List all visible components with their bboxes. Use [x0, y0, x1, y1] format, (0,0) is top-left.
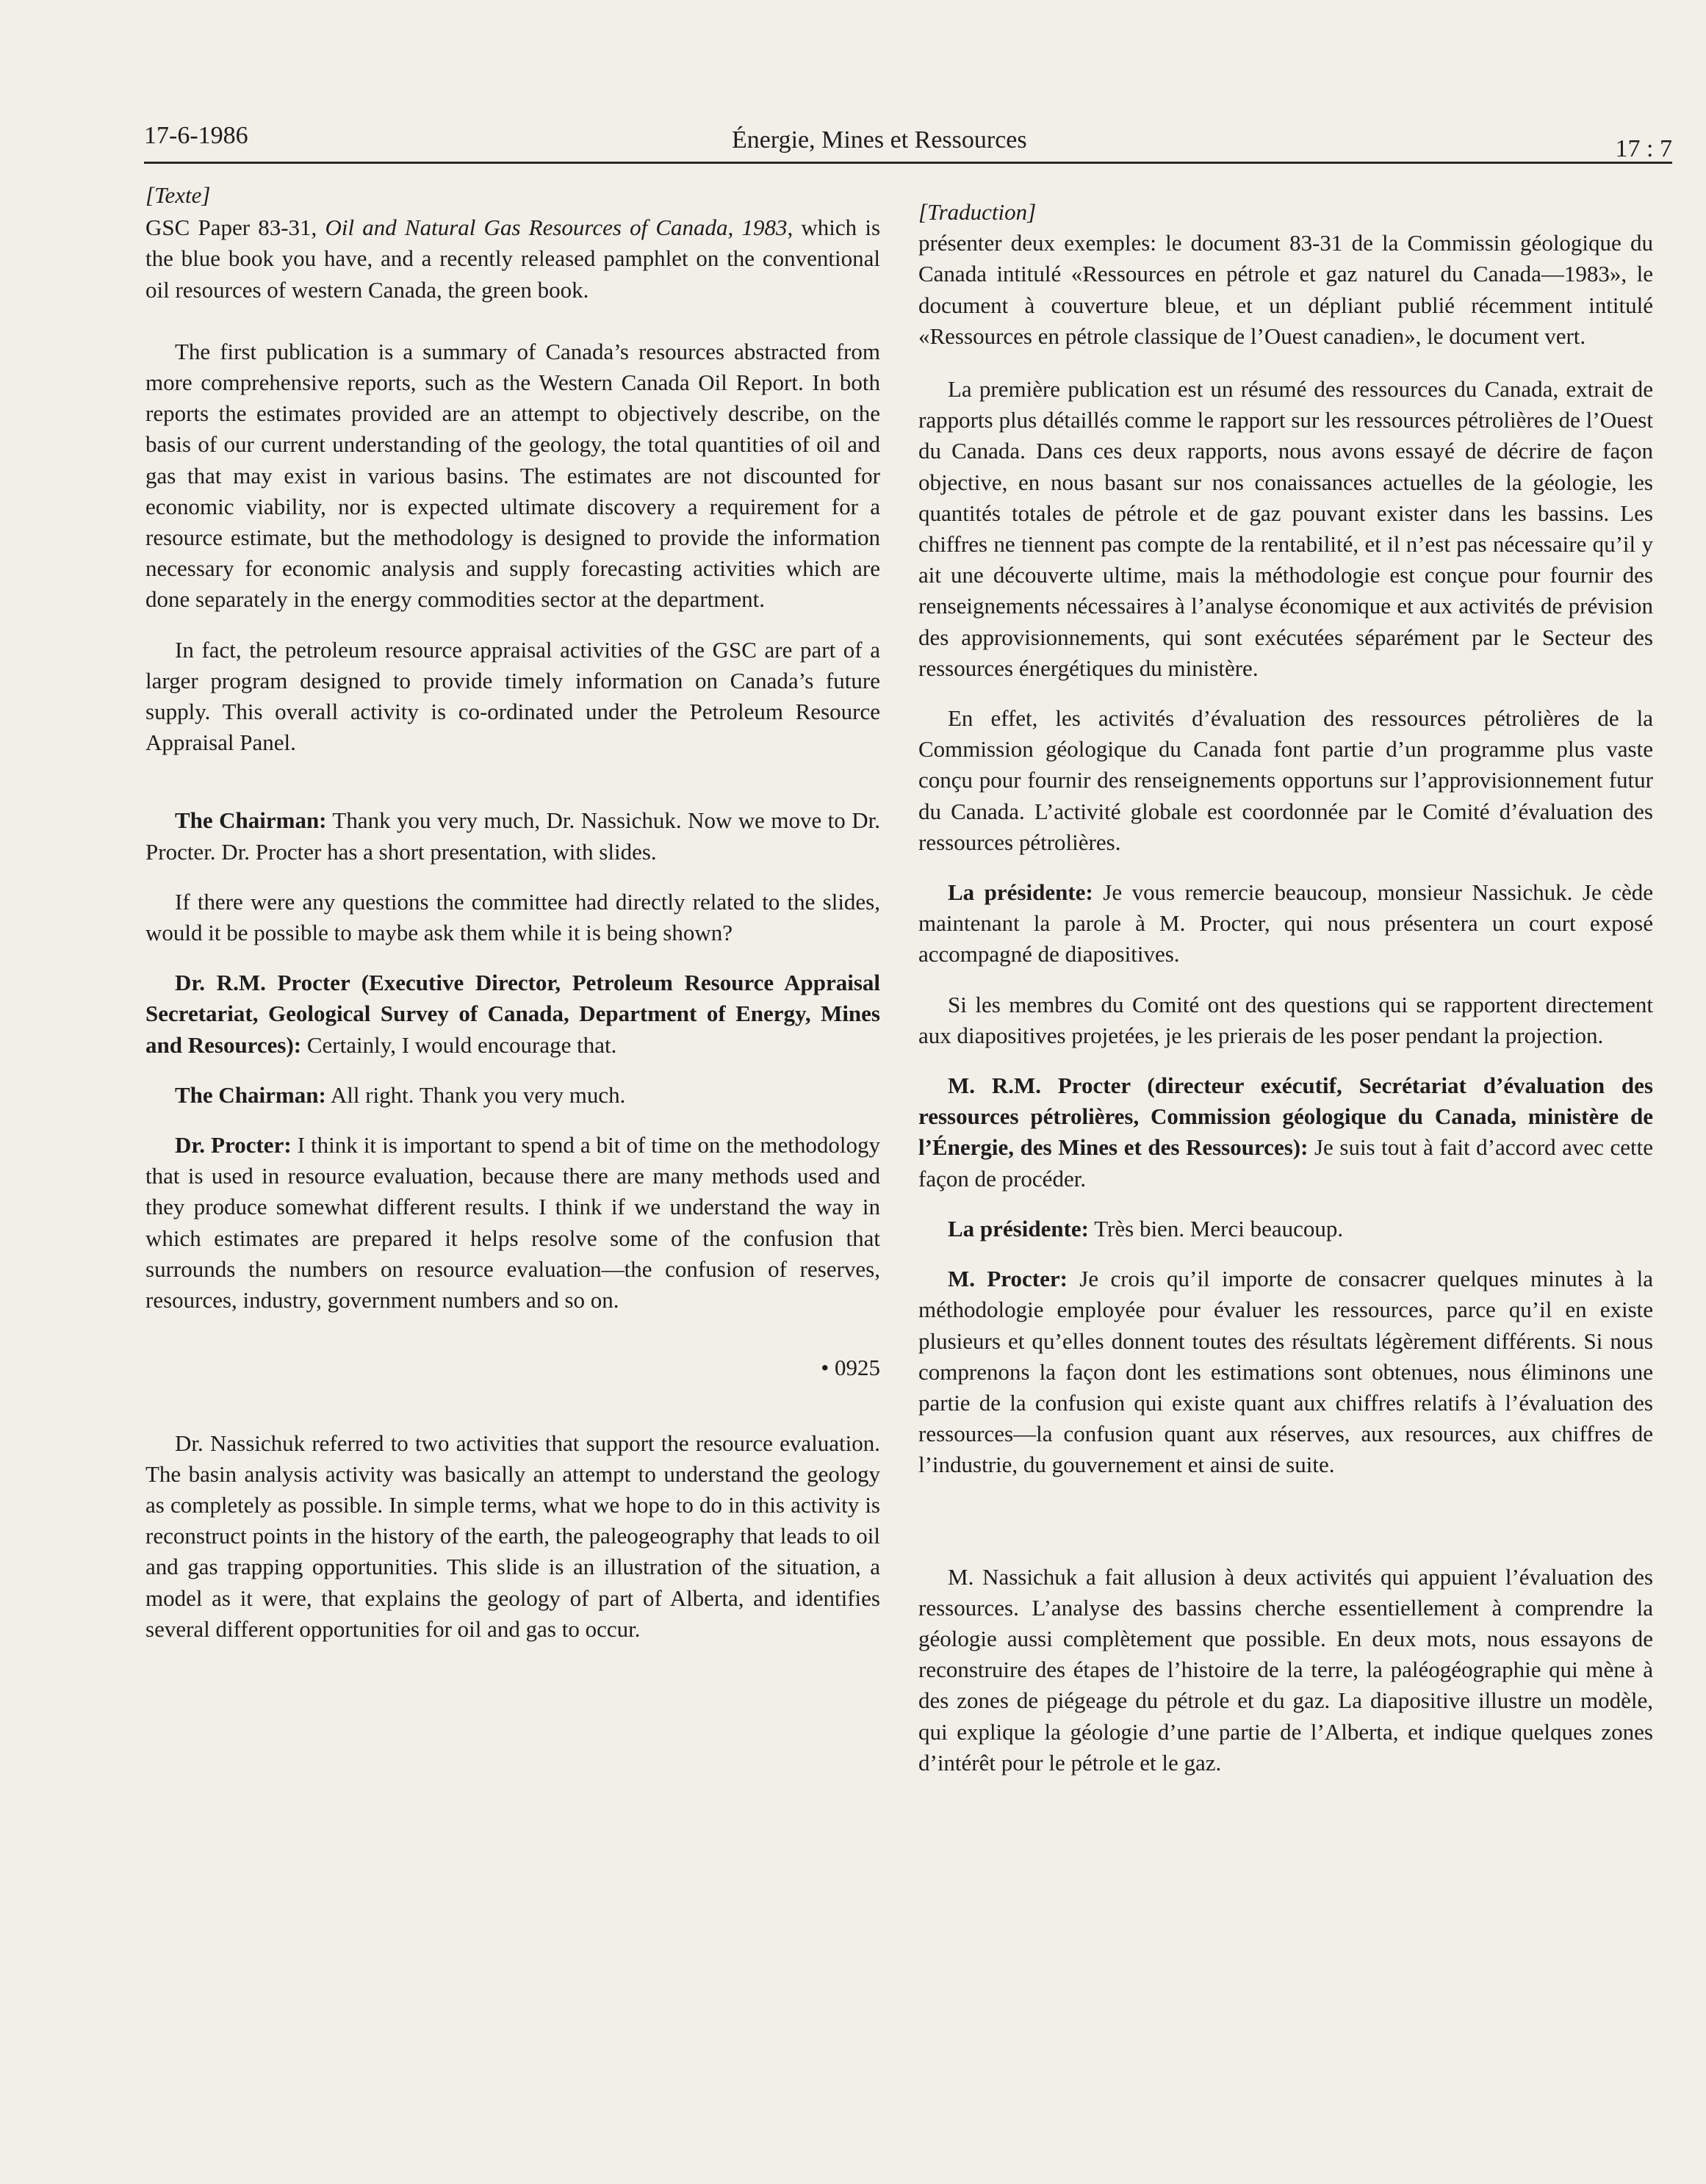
speaker-name: La présidente:: [948, 1215, 1090, 1241]
speaker-name: La présidente:: [948, 879, 1093, 906]
header-title: Énergie, Mines et Ressources: [732, 126, 1027, 154]
column-tag: [Traduction]: [918, 199, 1037, 225]
paragraph: GSC Paper 83-31, Oil and Natural Gas Resources of Canada, 1983, which is the blue book you have, and a recently released pamphlet on the conventional oil resources of western Canada, the green book.: [145, 215, 881, 303]
speaker-name: M. R.M. Procter (directeur exécutif, Secrétariat d’évaluation des ressources pétrolières, Commission géologique du Canada, ministère de l’Énergie, des Mines et des Ressources):: [918, 1073, 1653, 1161]
speaker-name: M. Procter:: [948, 1266, 1068, 1292]
paragraph: Dr. Procter: I think it is important to spend a bit of time on the methodology that is used in resource evaluation, because there are many methods used and they produce somewhat different results. I think if we understand the way in which estimates are prepared it helps resolve some of the confusion that surrounds the numbers on resource evaluation—the confusion of reserves, resources, industry, government numbers and so on.: [145, 1132, 880, 1313]
paragraph: The Chairman: All right. Thank you very much.: [175, 1081, 626, 1108]
header-page-number: 17 : 7: [1615, 135, 1672, 162]
paragraph: In fact, the petroleum resource appraisal activities of the GSC are part of a larger program designed to provide timely information on Canada’s future supply. This overall activity is co-ordinated under the Petroleum Resource Appraisal Panel.: [145, 636, 880, 756]
paragraph: Si les membres du Comité ont des questions qui se rapportent directement aux diapositives projetées, je les prierais de les poser pendant la projection.: [918, 991, 1653, 1048]
speaker-name: Dr. R.M. Procter (Executive Director, Petroleum Resource Appraisal Secretariat, Geological Survey of Canada, Department of Energy, Mines and Resources):: [145, 970, 880, 1058]
paragraph: The first publication is a summary of Canada’s resources abstracted from more comprehensive reports, such as the Western Canada Oil Report. In both reports the estimates provided are an attempt to objectively describe, on the basis of our current understanding of the geology, the total quantities of oil and gas that may exist in various basins. The estimates are not discounted for economic viability, nor is expected ultimate discovery a requirement for a resource estimate, but the methodology is designed to provide the information necessary for economic analysis and supply forecasting activities which are done separately in the energy commodities sector at the department.: [145, 338, 880, 613]
french-column: [918, 197, 1653, 1778]
header-date: 17-6-1986: [144, 122, 248, 149]
speaker-name: The Chairman:: [175, 1081, 326, 1108]
paragraph: La présidente: Je vous remercie beaucoup, monsieur Nassichuk. Je cède maintenant la parole à M. Procter, qui nous présentera un court exposé accompagné de diapositives.: [918, 879, 1653, 967]
paragraph: La présidente: Très bien. Merci beaucoup.: [948, 1215, 1344, 1241]
speaker-name: The Chairman:: [175, 807, 327, 834]
paragraph: Dr. R.M. Procter (Executive Director, Petroleum Resource Appraisal Secretariat, Geological Survey of Canada, Department of Energy, Mines and Resources): Certainly, I would encourage that.: [145, 970, 880, 1058]
speaker-name: Dr. Procter:: [175, 1132, 292, 1158]
english-column: [145, 180, 880, 1645]
paragraph: M. Nassichuk a fait allusion à deux activités qui appuient l’évaluation des ressources. L’analyse des bassins cherche essentiellement à comprendre la géologie aussi complètement que possible. En deux mots, nous essayons de reconstruire des étapes de l’histoire de la terre, la paléogéographie qui mène à des zones de piégeage du pétrole et du gaz. La diapositive illustre un modèle, qui explique la géologie d’une partie de l’Alberta, et indique quelques zones d’intérêt pour le pétrole et le gaz.: [918, 1563, 1653, 1776]
paragraph: présenter deux exemples: le document 83-31 de la Commissin géologique du Canada intitulé «Ressources en pétrole et gaz naturel du Canada—1983», le document à couverture bleue, et un dépliant publié récemment intitulé «Ressources en pétrole classique de l’Ouest canadien», le document vert.: [918, 230, 1653, 349]
paragraph: M. R.M. Procter (directeur exécutif, Secrétariat d’évaluation des ressources pétrolières, Commission géologique du Canada, ministère de l’Énergie, des Mines et des Ressources): Je suis tout à fait d’accord avec cette façon de procéder.: [918, 1073, 1654, 1192]
page-header: [144, 116, 1672, 164]
paragraph: The Chairman: Thank you very much, Dr. Nassichuk. Now we move to Dr. Procter. Dr. Procter has a short presentation, with slides.: [145, 807, 880, 865]
paragraph: If there were any questions the committee had directly related to the slides, would it be possible to maybe ask them while it is being shown?: [145, 888, 880, 946]
paragraph: La première publication est un résumé des ressources du Canada, extrait de rapports plus détaillés comme le rapport sur les ressources pétrolières de l’Ouest du Canada. Dans ces deux rapports, nous avons essayé de décrire de façon objective, en nous basant sur nos conaissances actuelles de la géologie, les quantités totales de pétrole et de gaz pouvant exister dans les bassins. Les chiffres ne tiennent pas compte de la rentabilité, et il n’est pas nécessaire qu’il y ait une découverte ultime, mais la méthodologie est conçue pour fournir des renseignements nécessaires à l’analyse économique et aux activités de prévision des approvisionnements, qui sont exécutées séparément par le Secteur des ressources énergétiques du ministère.: [918, 376, 1653, 681]
paragraph: Dr. Nassichuk referred to two activities that support the resource evaluation. The basin analysis activity was basically an attempt to understand the geology as completely as possible. In simple terms, what we hope to do in this activity is reconstruct points in the history of the earth, the paleogeography that leads to oil and gas trapping opportunities. This slide is an illustration of the situation, a model as it were, that explains the geology of part of Alberta, and identifies several different opportunities for oil and gas to occur.: [145, 1430, 880, 1642]
paragraph: M. Procter: Je crois qu’il importe de consacrer quelques minutes à la méthodologie employée pour évaluer les ressources, parce qu’il en existe plusieurs et qu’elles donnent toutes des résultats légèrement différents. Si nous comprenons la façon dont les estimations sont obtenues, nous éliminons une partie de la confusion qui existe quant aux chiffres relatifs à l’évaluation des ressources—la confusion quant aux réserves, aux resources, aux chiffres de l’industrie, du gouvernement et ainsi de suite.: [918, 1266, 1653, 1478]
time-marker: • 0925: [821, 1355, 880, 1381]
column-tag: [Texte]: [145, 182, 211, 208]
paragraph: En effet, les activités d’évaluation des ressources pétrolières de la Commission géologique du Canada font partie d’un programme plus vaste conçu pour fournir des renseignements opportuns sur l’approvisionnement futur du Canada. L’activité globale est coordonnée par le Comité d’évaluation des ressources pétrolières.: [918, 705, 1653, 855]
